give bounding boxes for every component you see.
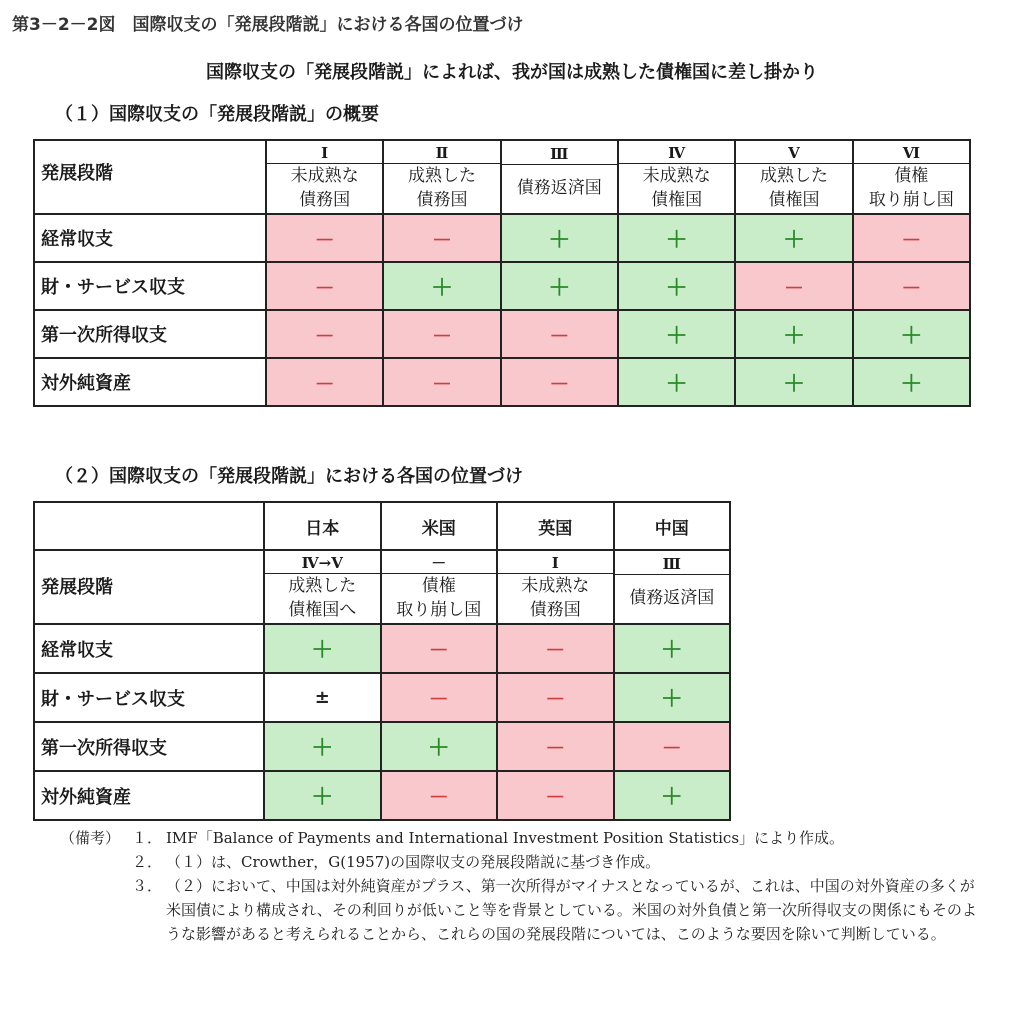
- row-label: 経常収支: [34, 214, 266, 262]
- table-row: [34, 673, 730, 722]
- sign-cell: ＋: [618, 262, 735, 310]
- country-uk: 英国: [497, 502, 614, 550]
- table-row: [34, 722, 730, 771]
- stage-label: 発展段階: [34, 140, 266, 214]
- subtitle: 国際収支の「発展段階説」によれば、我が国は成熟した債権国に差し掛かり: [206, 62, 818, 83]
- sign-cell: －: [381, 673, 498, 722]
- row-label: 財・サービス収支: [34, 262, 266, 310]
- stage-header: Ⅱ 成熟した 債務国: [383, 140, 500, 214]
- sign-cell: －: [266, 358, 383, 406]
- sign-cell: ＋: [618, 310, 735, 358]
- sign-cell: －: [381, 771, 498, 820]
- sign-cell: －: [497, 673, 614, 722]
- sign-cell: －: [383, 310, 500, 358]
- stage-overview-table: [33, 139, 971, 407]
- sign-cell: ＋: [381, 722, 498, 771]
- sign-cell: －: [735, 262, 852, 310]
- sign-cell: ＋: [735, 358, 852, 406]
- stage-header: Ⅰ 未成熟な 債務国: [497, 550, 614, 624]
- stage-header: Ⅲ 債務返済国: [501, 140, 618, 214]
- sign-cell: －: [381, 624, 498, 673]
- row-label: 第一次所得収支: [34, 722, 264, 771]
- sign-cell: ＋: [614, 771, 731, 820]
- sign-cell: ＋: [501, 214, 618, 262]
- row-label: 対外純資産: [34, 358, 266, 406]
- note-text: （１）は、Crowther，G(1957)の国際収支の発展段階説に基づき作成。: [166, 853, 661, 871]
- sign-cell: ＋: [264, 624, 381, 673]
- sign-cell: －: [266, 214, 383, 262]
- sign-cell: ＋: [264, 722, 381, 771]
- country-us: 米国: [381, 502, 498, 550]
- stage-header: Ⅳ→Ⅴ 成熟した 債権国へ: [264, 550, 381, 624]
- table1-heading: （１）国際収支の「発展段階説」の概要: [55, 104, 379, 125]
- notes: [60, 826, 980, 946]
- sign-cell: ＋: [264, 771, 381, 820]
- sign-cell: ＋: [501, 262, 618, 310]
- sign-cell: －: [614, 722, 731, 771]
- sign-cell: －: [497, 771, 614, 820]
- sign-cell: －: [501, 358, 618, 406]
- stage-header: Ⅰ 未成熟な 債務国: [266, 140, 383, 214]
- sign-cell: ＋: [853, 310, 970, 358]
- country-china: 中国: [614, 502, 731, 550]
- sign-cell: ＋: [614, 673, 731, 722]
- figure-title: 第3－2－2図 国際収支の「発展段階説」における各国の位置づけ: [12, 15, 524, 35]
- sign-cell: ±: [264, 673, 381, 722]
- stage-header: － 債権 取り崩し国: [381, 550, 498, 624]
- sign-cell: －: [383, 358, 500, 406]
- sign-cell: －: [497, 624, 614, 673]
- sign-cell: ＋: [735, 310, 852, 358]
- table-row: [34, 214, 970, 262]
- sign-cell: －: [501, 310, 618, 358]
- note-text: （２）において、中国は対外純資産がプラス、第一次所得がマイナスとなっているが、これは、中国の対外資産の多くが米国債により構成され、その利回りが低いこと等を背景としている。米国の対外負債と第一次所得収支の関係にもそのような影響があると考えられることから、これらの国の発展段階については、このような要因を除いて判断している。: [166, 877, 977, 943]
- row-label: 対外純資産: [34, 771, 264, 820]
- corner-cell: [34, 502, 264, 550]
- notes-lead: （備考）: [60, 829, 121, 847]
- note-number: １．: [132, 829, 163, 847]
- sign-cell: ＋: [853, 358, 970, 406]
- note-number: ２．: [132, 853, 163, 871]
- row-label: 第一次所得収支: [34, 310, 266, 358]
- table-row: [34, 771, 730, 820]
- sign-cell: －: [266, 310, 383, 358]
- note-text: IMF「Balance of Payments and International Investment Position Statistics」により作成。: [166, 829, 845, 847]
- table-row: [34, 310, 970, 358]
- sign-cell: ＋: [383, 262, 500, 310]
- table-row: [34, 358, 970, 406]
- stage-label: 発展段階: [34, 550, 264, 624]
- sign-cell: －: [383, 214, 500, 262]
- table-row: [34, 262, 970, 310]
- stage-header: Ⅴ 成熟した 債権国: [735, 140, 852, 214]
- note-number: ３．: [132, 877, 163, 895]
- sign-cell: ＋: [735, 214, 852, 262]
- sign-cell: －: [266, 262, 383, 310]
- country-position-table: [33, 501, 731, 821]
- row-label: 財・サービス収支: [34, 673, 264, 722]
- country-japan: 日本: [264, 502, 381, 550]
- table-row: [34, 624, 730, 673]
- sign-cell: －: [853, 262, 970, 310]
- stage-header: Ⅵ 債権 取り崩し国: [853, 140, 970, 214]
- sign-cell: －: [853, 214, 970, 262]
- row-label: 経常収支: [34, 624, 264, 673]
- sign-cell: ＋: [614, 624, 731, 673]
- sign-cell: ＋: [618, 358, 735, 406]
- sign-cell: －: [497, 722, 614, 771]
- table2-heading: （２）国際収支の「発展段階説」における各国の位置づけ: [55, 466, 523, 487]
- stage-header: Ⅲ 債務返済国: [614, 550, 731, 624]
- sign-cell: ＋: [618, 214, 735, 262]
- stage-header: Ⅳ 未成熟な 債権国: [618, 140, 735, 214]
